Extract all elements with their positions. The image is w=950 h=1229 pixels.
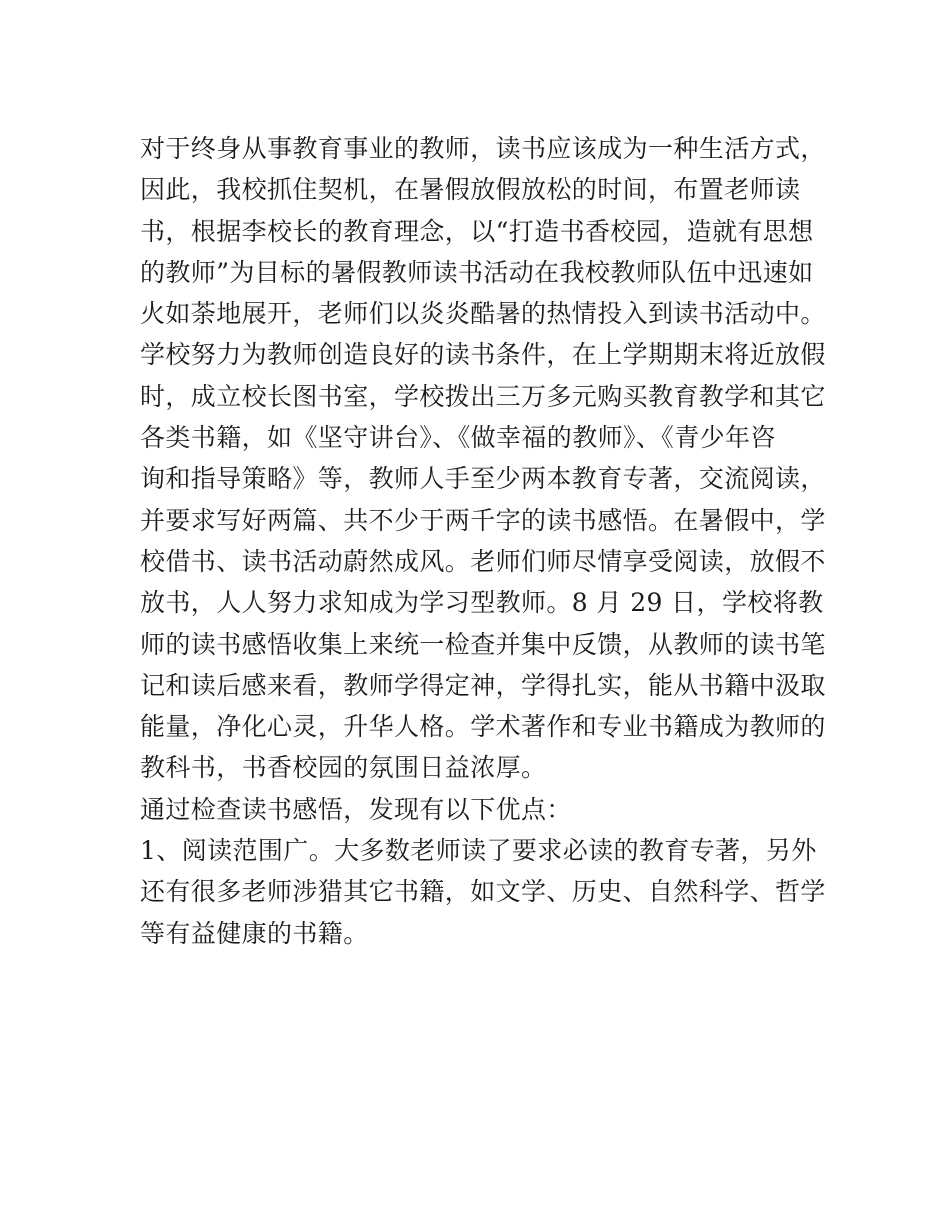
text-line: 书，根据李校长的教育理念，以“打造书香校园，造就有思想: [140, 216, 814, 246]
text-line: 教科书，书香校园的氛围日益浓厚。: [140, 753, 547, 783]
text-line: 火如荼地展开，老师们以炎炎酷暑的热情投入到读书活动中。: [140, 299, 826, 329]
document-body: [140, 128, 826, 954]
text-line: 各类书籍，如《坚守讲台》、《做幸福的教师》、《青少年咨: [140, 423, 776, 453]
text-line: 能量，净化心灵，升华人格。学术著作和专业书籍成为教师的: [140, 712, 826, 742]
text-line: 还有很多老师涉猎其它书籍，如文学、历史、自然科学、哲学: [140, 877, 826, 907]
text-line: 校借书、读书活动蔚然成风。老师们师尽情享受阅读，放假不: [140, 546, 826, 576]
text-line: 师的读书感悟收集上来统一检查并集中反馈，从教师的读书笔: [140, 629, 826, 659]
text-line: 的教师”为目标的暑假教师读书活动在我校教师队伍中迅速如: [140, 257, 814, 287]
text-line: 因此，我校抓住契机，在暑假放假放松的时间，布置老师读: [140, 175, 801, 205]
text-line: 等有益健康的书籍。: [140, 918, 369, 948]
text-line: 对于终身从事教育事业的教师，读书应该成为一种生活方式，: [140, 134, 826, 163]
text-line: 放书，人人努力求知成为学习型教师。8 月 29 日，学校将教: [140, 588, 824, 618]
text-line: 记和读后感来看，教师学得定神，学得扎实，能从书籍中汲取: [140, 670, 826, 700]
text-line: 1、阅读范围广。大多数老师读了要求必读的教育专著，另外: [140, 836, 817, 866]
text-line: 询和指导策略》等，教师人手至少两本教育专著，交流阅读，: [140, 464, 826, 494]
text-line: 时，成立校长图书室，学校拨出三万多元购买教育教学和其它: [140, 381, 826, 411]
text-line: 通过检查读书感悟，发现有以下优点：: [140, 794, 572, 824]
text-line: 并要求写好两篇、共不少于两千字的读书感悟。在暑假中，学: [140, 505, 826, 535]
text-line: 学校努力为教师创造良好的读书条件，在上学期期末将近放假: [140, 340, 826, 370]
